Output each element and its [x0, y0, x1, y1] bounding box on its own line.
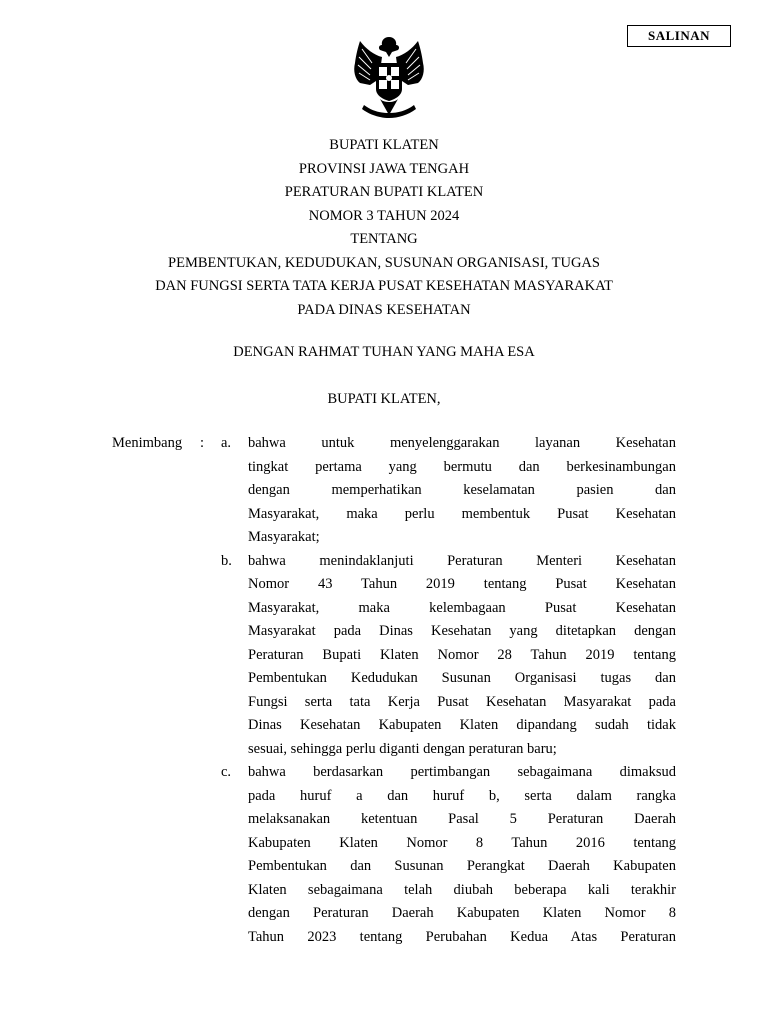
- opening-phrase: DENGAN RAHMAT TUHAN YANG MAHA ESA: [233, 344, 535, 360]
- point-b-line: Masyarakat pada Dinas Kesehatan yang ditetapkan dengan: [248, 623, 676, 639]
- point-a-line: tingkat pertama yang bermutu dan berkesinambungan: [248, 458, 676, 475]
- point-c-line: melaksanakan ketentuan Pasal 5 Peraturan Daerah: [248, 811, 676, 827]
- regent-heading: BUPATI KLATEN,: [327, 391, 441, 407]
- header-subject-line-1: PEMBENTUKAN, KEDUDUKAN, SUSUNAN ORGANISASI, TUGAS: [168, 254, 600, 271]
- point-a-line: bahwa untuk menyelenggarakan layanan Kesehatan: [248, 435, 676, 451]
- considering-label: Menimbang: [112, 435, 183, 451]
- point-c-line: Tahun 2023 tentang Perubahan Kedua Atas Peraturan: [248, 928, 676, 945]
- point-a-letter: a.: [221, 435, 232, 451]
- header-subject-line-2: DAN FUNGSI SERTA TATA KERJA PUSAT KESEHATAN MASYARAKAT: [155, 278, 613, 294]
- point-b-line: Dinas Kesehatan Kabupaten Klaten dipandang sudah tidak: [248, 717, 676, 733]
- point-c-line: bahwa berdasarkan pertimbangan sebagaimana dimaksud: [248, 764, 676, 780]
- header-about: TENTANG: [350, 231, 418, 247]
- point-c-line: Pembentukan dan Susunan Perangkat Daerah Kabupaten: [248, 858, 676, 874]
- point-a-line: dengan memperhatikan keselamatan pasien dan: [248, 482, 676, 498]
- point-b-line: sesuai, sehingga perlu diganti dengan peraturan baru;: [248, 740, 557, 757]
- point-c-line: dengan Peraturan Daerah Kabupaten Klaten Nomor 8: [248, 905, 676, 921]
- point-b-line: Fungsi serta tata Kerja Pusat Kesehatan Masyarakat pada: [248, 693, 676, 710]
- point-c-text: [248, 761, 676, 949]
- point-b-line: Peraturan Bupati Klaten Nomor 28 Tahun 2019 tentang: [248, 646, 676, 663]
- header-regulation-type: PERATURAN BUPATI KLATEN: [284, 184, 484, 200]
- garuda-emblem-icon: [346, 33, 432, 121]
- header-regent-title: BUPATI KLATEN: [329, 137, 439, 153]
- point-b-letter: b.: [221, 552, 232, 569]
- point-b-line: Nomor 43 Tahun 2019 tentang Pusat Kesehatan: [248, 576, 676, 592]
- salinan-stamp: SALINAN: [627, 25, 731, 47]
- point-b-line: Masyarakat, maka kelembagaan Pusat Kesehatan: [248, 599, 676, 616]
- document-header: [0, 134, 768, 322]
- point-a-text: [248, 432, 676, 550]
- header-province: PROVINSI JAWA TENGAH: [298, 160, 470, 177]
- header-subject-line-3: PADA DINAS KESEHATAN: [297, 301, 471, 318]
- header-regulation-number: NOMOR 3 TAHUN 2024: [308, 207, 460, 224]
- point-a-line: Masyarakat;: [248, 529, 320, 545]
- point-b-line: Pembentukan Kedudukan Susunan Organisasi tugas dan: [248, 670, 676, 686]
- point-c-line: pada huruf a dan huruf b, serta dalam rangka: [248, 787, 676, 804]
- point-c-line: Kabupaten Klaten Nomor 8 Tahun 2016 tentang: [248, 834, 676, 851]
- point-c-letter: c.: [221, 764, 232, 780]
- considering-colon: :: [200, 435, 205, 451]
- point-b-text: [248, 550, 676, 762]
- point-a-line: Masyarakat, maka perlu membentuk Pusat Kesehatan: [248, 505, 676, 522]
- point-b-line: bahwa menindaklanjuti Peraturan Menteri Kesehatan: [248, 552, 676, 569]
- point-c-line: Klaten sebagaimana telah diubah beberapa kali terakhir: [248, 881, 676, 898]
